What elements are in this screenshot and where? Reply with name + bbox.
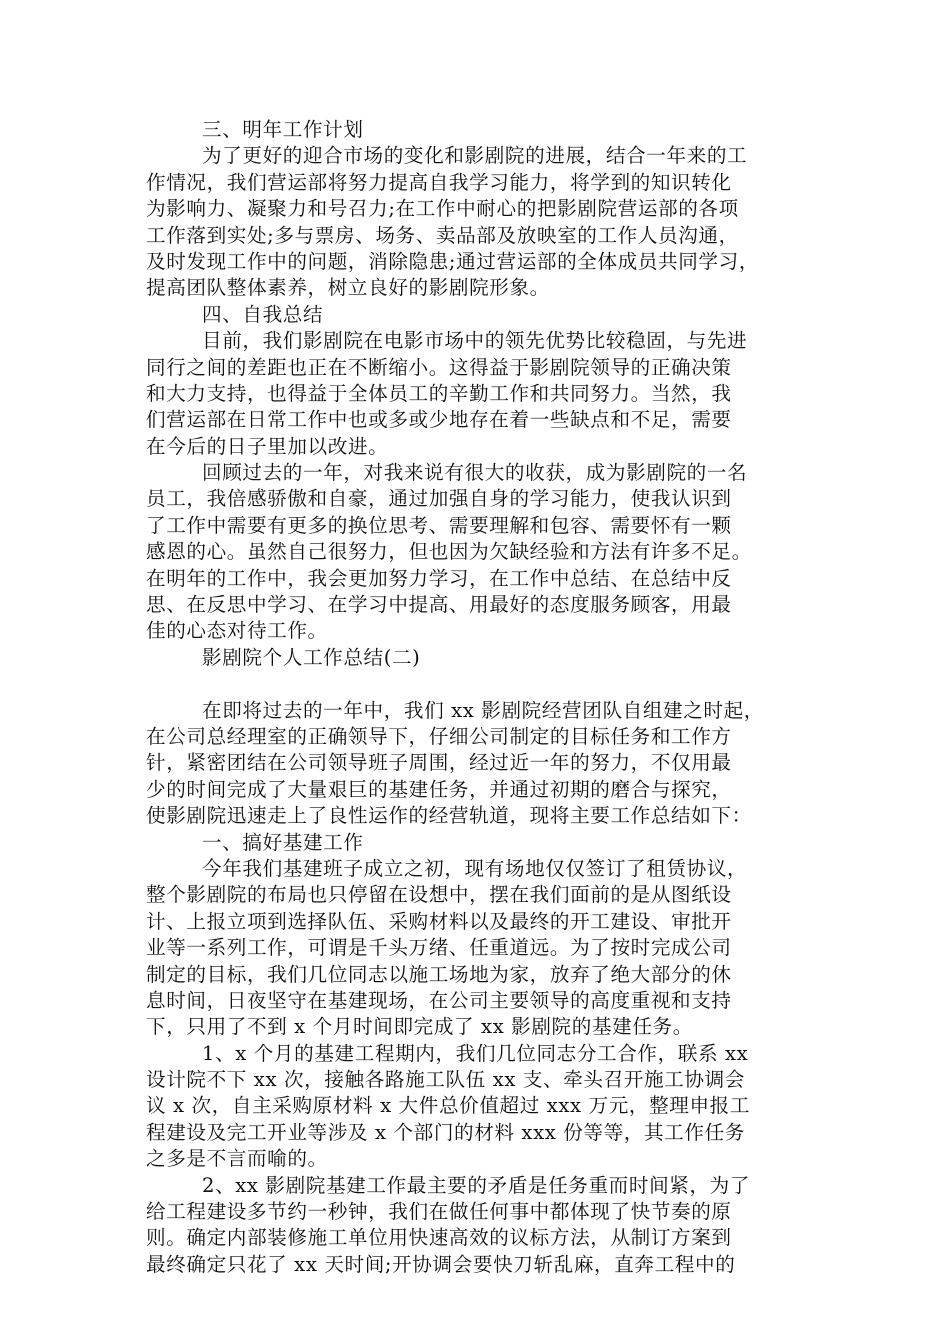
paragraph-line: 员工，我倍感骄傲和自豪，通过加强自身的学习能力，使我认识到 (146, 487, 732, 511)
paragraph-line: 整个影剧院的布局也只停留在设想中，摆在我们面前的是从图纸设 (146, 883, 732, 907)
paragraph-line: 制定的目标，我们几位同志以施工场地为家，放弃了绝大部分的休 (146, 962, 732, 986)
paragraph-line: 针，紧密团结在公司领导班子周围，经过近一年的努力，不仅用最 (146, 751, 732, 775)
paragraph-line: 为了更好的迎合市场的变化和影剧院的进展，结合一年来的工 (202, 144, 748, 168)
paragraph-line: 设计院不下 xx 次，接触各路施工队伍 xx 支、牵头召开施工协调会 (146, 1068, 745, 1092)
paragraph-line: 使影剧院迅速走上了良性运作的经营轨道，现将主要工作总结如下： (146, 804, 752, 828)
paragraph-line: 今年我们基建班子成立之初，现有场地仅仅签订了租赁协议， (202, 856, 748, 880)
paragraph-line: 们营运部在日常工作中也或多或少地存在着一些缺点和不足，需要 (146, 408, 732, 432)
paragraph-line: 提高团队整体素养，树立良好的影剧院形象。 (146, 276, 550, 300)
paragraph-line: 1、x 个月的基建工程期内，我们几位同志分工合作，联系 xx (202, 1041, 749, 1065)
section-heading-construction: 一、搞好基建工作 (202, 830, 364, 854)
section-heading-summary: 四、自我总结 (202, 302, 324, 326)
blank-line (146, 671, 830, 697)
paragraph-line: 感恩的心。虽然自己很努力，但也因为欠缺经验和方法有许多不足。 (146, 540, 752, 564)
paragraph-line: 息时间，日夜坚守在基建现场，在公司主要领导的高度重视和支持 (146, 988, 732, 1012)
paragraph-line: 在明年的工作中，我会更加努力学习，在工作中总结、在总结中反 (146, 566, 732, 590)
paragraph-line: 作情况，我们营运部将努力提高自我学习能力，将学到的知识转化 (146, 170, 732, 194)
paragraph-line: 之多是不言而喻的。 (146, 1147, 328, 1171)
paragraph-line: 为影响力、凝聚力和号召力;在工作中耐心的把影剧院营运部的各项 (146, 197, 739, 221)
paragraph-line: 在公司总经理室的正确领导下，仔细公司制定的目标任务和工作方 (146, 724, 732, 748)
paragraph-line: 回顾过去的一年，对我来说有很大的收获，成为影剧院的一名 (202, 461, 748, 485)
paragraph-line: 则。确定内部装修施工单位用快速高效的议标方法，从制订方案到 (146, 1226, 732, 1250)
paragraph-line: 程建设及完工开业等涉及 x 个部门的材料 xxx 份等等，其工作任务 (146, 1120, 745, 1144)
paragraph-line: 计、上报立项到选择队伍、采购材料以及最终的开工建设、审批开 (146, 909, 732, 933)
paragraph-line: 了工作中需要有更多的换位思考、需要理解和包容、需要怀有一颗 (146, 513, 732, 537)
paragraph-line: 佳的心态对待工作。 (146, 619, 328, 643)
paragraph-line: 2、xx 影剧院基建工作最主要的矛盾是任务重而时间紧，为了 (202, 1173, 751, 1197)
paragraph-line: 给工程建设多节约一秒钟，我们在做任何事中都体现了快节奏的原 (146, 1200, 732, 1224)
paragraph-line: 工作落到实处;多与票房、场务、卖品部及放映室的工作人员沟通， (146, 223, 739, 247)
paragraph-line: 少的时间完成了大量艰巨的基建任务，并通过初期的磨合与探究， (146, 777, 732, 801)
paragraph-line: 思、在反思中学习、在学习中提高、用最好的态度服务顾客，用最 (146, 593, 732, 617)
paragraph-line: 在即将过去的一年中，我们 xx 影剧院经营团队自组建之时起， (202, 698, 764, 722)
paragraph-line: 同行之间的差距也正在不断缩小。这得益于影剧院领导的正确决策 (146, 355, 732, 379)
section-heading-plan: 三、明年工作计划 (202, 118, 364, 141)
document-subtitle: 影剧院个人工作总结(二) (202, 645, 421, 669)
paragraph-line: 目前，我们影剧院在电影市场中的领先优势比较稳固，与先进 (202, 329, 748, 353)
paragraph-line: 下，只用了不到 x 个月时间即完成了 xx 影剧院的基建任务。 (146, 1015, 693, 1039)
paragraph-line: 议 x 次，自主采购原材料 x 大件总价值超过 xxx 万元，整理申报工 (146, 1094, 751, 1118)
paragraph-line: 及时发现工作中的问题，消除隐患;通过营运部的全体成员共同学习， (146, 249, 760, 273)
document-body (146, 117, 830, 1278)
paragraph-line: 在今后的日子里加以改进。 (146, 434, 389, 458)
paragraph-line: 最终确定只花了 xx 天时间;开协调会要快刀斩乱麻，直奔工程中的 (146, 1252, 736, 1276)
paragraph-line: 业等一系列工作，可谓是千头万绪、任重道远。为了按时完成公司 (146, 936, 732, 960)
paragraph-line: 和大力支持，也得益于全体员工的辛勤工作和共同努力。当然，我 (146, 381, 732, 405)
